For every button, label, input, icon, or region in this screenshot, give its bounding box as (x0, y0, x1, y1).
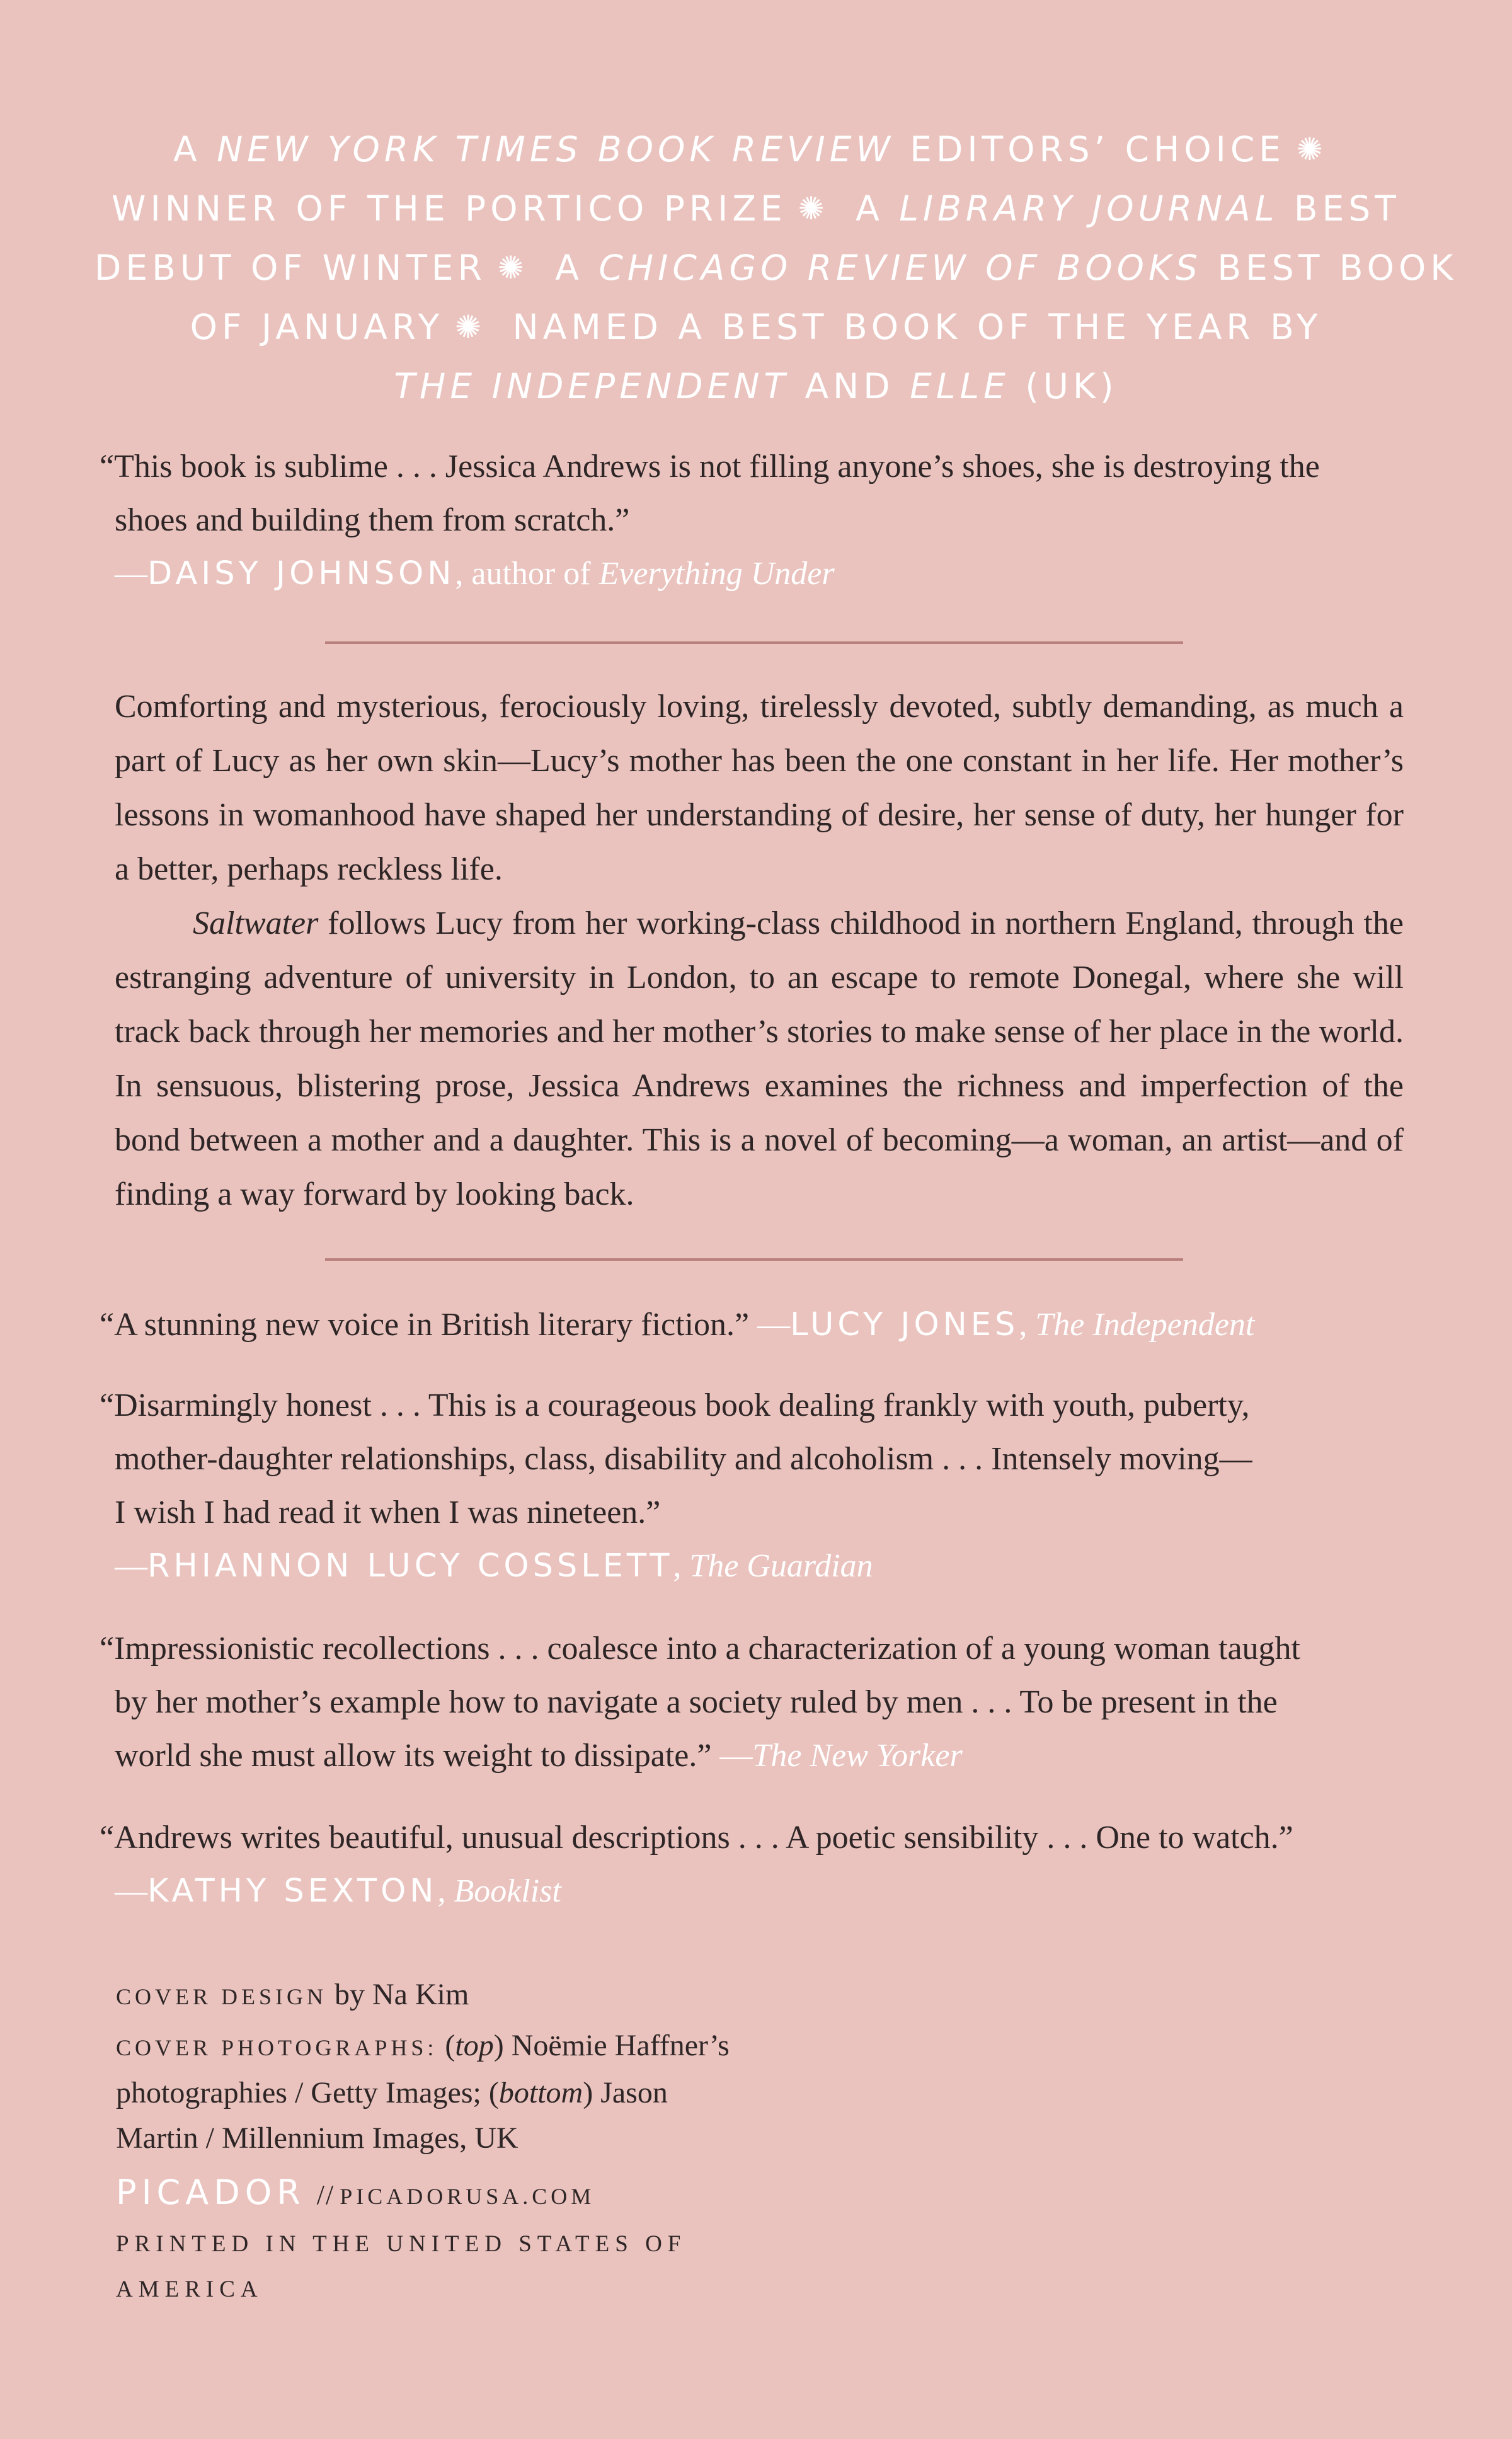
cover-design-credit: COVER DESIGN by Na Kim (116, 1978, 469, 2011)
publisher-logo: PICADOR (116, 2172, 306, 2212)
book-description (115, 680, 1404, 1222)
quote-text: by her mother’s example how to navigate a society ruled by men . . . To be present in the (115, 1684, 1278, 1720)
publisher-website: PICADORUSA.COM (340, 2184, 595, 2209)
accolade-line-1: A NEW YORK TIMES BOOK REVIEW EDITORS’ CHOICE ✺ (94, 120, 1418, 179)
accolade-line-5: THE INDEPENDENT AND ELLE (UK) (394, 366, 1118, 406)
accolade-publication: LIBRARY JOURNAL (899, 188, 1279, 229)
attribution-name: RHIANNON LUCY COSSLETT (147, 1547, 673, 1585)
quote-text: “A stunning new voice in British literary fiction.” —LUCY JONES, The Independent (100, 1306, 1255, 1343)
printed-in-notice: PRINTED IN THE UNITED STATES OF (116, 2231, 687, 2257)
asterisk-flower-icon: ✺ (798, 190, 829, 227)
accolade-line-4: OF JANUARY ✺ NAMED A BEST BOOK OF THE YEAR BY (94, 297, 1418, 357)
accolade-line-2: WINNER OF THE PORTICO PRIZE ✺ A LIBRARY JOURNAL BEST (94, 179, 1418, 238)
quote-text: “This book is sublime . . . Jessica Andrews is not filling anyone’s shoes, she is destroying the (100, 449, 1320, 485)
cover-photographs-credit: COVER PHOTOGRAPHS: (top) Noëmie Haffner’s (116, 2029, 730, 2062)
cover-credits (116, 1972, 840, 2312)
accolades-banner (94, 120, 1458, 416)
quote-attribution: —KATHY SEXTON, Booklist (115, 1873, 561, 1910)
quote-text: shoes and building them from scratch.” (115, 502, 630, 538)
attribution-source: The New Yorker (752, 1738, 963, 1774)
publisher-line: PICADOR // PICADORUSA.COM (116, 2172, 595, 2212)
quote-text: “Impressionistic recollections . . . coalesce into a characterization of a young woman taught (100, 1631, 1300, 1667)
description-paragraph: Saltwater follows Lucy from her working-class childhood in northern England, through the estranging adventure of university in London, to an escape to remote Donegal, where she will track back through her memories and her mother’s stories to make sense of her place in the world. In sensuous, blistering prose, Jessica Andrews examines the richness and imperfection of the bond between a mother and a daughter. This is a novel of becoming—a woman, an artist—and of finding a way forward by looking back. (115, 905, 1404, 1212)
attribution-source: Booklist (454, 1873, 561, 1909)
quote-text: “Disarmingly honest . . . This is a courageous book dealing frankly with youth, puberty, (100, 1387, 1250, 1423)
blurb-quote-daisy-johnson (100, 440, 1404, 600)
quote-attribution: —RHIANNON LUCY COSSLETT, The Guardian (115, 1547, 873, 1585)
attribution-name: DAISY JOHNSON (147, 555, 455, 592)
description-paragraph: Comforting and mysterious, ferociously loving, tirelessly devoted, subtly demanding, as much a part of Lucy as her own skin—Lucy’s mother has been the one constant in her life. Her mother’s lessons in womanhood have shaped her understanding of desire, her sense of duty, her hunger for a better, perhaps reckless life. (115, 689, 1404, 887)
accolade-publication: CHICAGO REVIEW OF BOOKS (598, 248, 1202, 288)
book-title: Saltwater (193, 905, 319, 941)
accolade-publication: THE INDEPENDENT (394, 366, 789, 406)
attribution-name: LUCY JONES (790, 1306, 1019, 1343)
quote-text: mother-daughter relationships, class, disability and alcoholism . . . Intensely moving— (115, 1441, 1252, 1477)
divider-rule (325, 641, 1183, 644)
cover-photographs-credit-cont: Martin / Millennium Images, UK (116, 2121, 518, 2155)
accolade-publication: ELLE (910, 366, 1010, 406)
accolade-publication: NEW YORK TIMES BOOK REVIEW (217, 129, 895, 169)
divider-rule (325, 1258, 1183, 1261)
attribution-source: The Independent (1035, 1307, 1255, 1343)
asterisk-flower-icon: ✺ (455, 309, 486, 345)
asterisk-flower-icon: ✺ (1297, 131, 1327, 168)
attribution-name: KATHY SEXTON (147, 1873, 438, 1910)
printed-in-notice: AMERICA (116, 2276, 263, 2302)
asterisk-flower-icon: ✺ (497, 250, 529, 286)
blurb-quote-rhiannon-lucy-cosslett (100, 1379, 1404, 1593)
blurb-quote-lucy-jones (100, 1298, 1404, 1351)
quote-attribution: —DAISY JOHNSON, author of Everything Under (115, 555, 835, 592)
cover-photographs-credit-cont: photographies / Getty Images; (bottom) Jason (116, 2076, 668, 2109)
blurb-quote-kathy-sexton (100, 1811, 1404, 1918)
accolade-line-3: DEBUT OF WINTER ✺ A CHICAGO REVIEW OF BOOKS BEST BOOK (94, 238, 1418, 297)
attribution-source: Everything Under (598, 556, 835, 592)
quote-text: world she must allow its weight to dissipate.” —The New Yorker (115, 1738, 963, 1774)
quote-text: “Andrews writes beautiful, unusual descriptions . . . A poetic sensibility . . . One to watch.” (100, 1820, 1293, 1856)
attribution-source: The Guardian (689, 1548, 873, 1584)
blurb-quote-new-yorker (100, 1622, 1404, 1782)
quote-text: I wish I had read it when I was nineteen.” (115, 1495, 661, 1530)
